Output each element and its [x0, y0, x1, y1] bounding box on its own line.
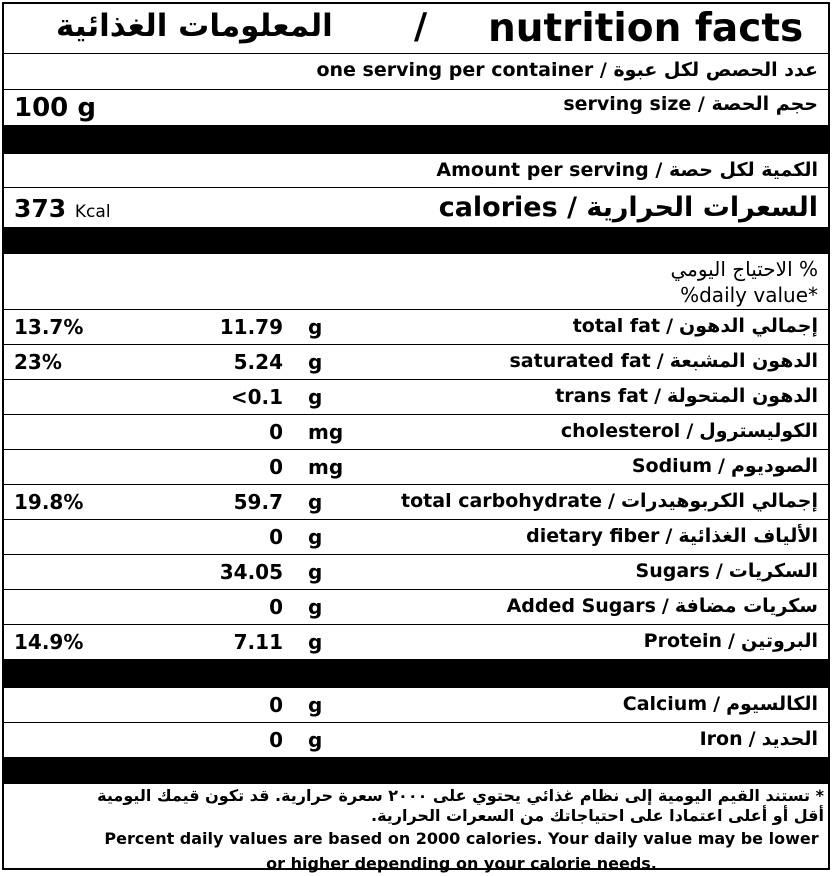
serving-size-english: serving size: [563, 93, 692, 115]
nutrient-amount: 7.11: [233, 630, 283, 654]
nutrient-name-english: total carbohydrate: [401, 490, 602, 512]
title-slash: /: [414, 6, 428, 47]
divider-bar: [4, 126, 828, 154]
nutrient-name-arabic: الكوليسترول: [699, 420, 818, 442]
servings-row: [4, 54, 828, 90]
nutrient-row: [4, 380, 828, 415]
nutrient-name-sep: /: [713, 693, 721, 715]
nutrient-name: [561, 420, 818, 442]
nutrient-name-arabic: الحديد: [761, 728, 818, 750]
nutrient-name: [509, 350, 818, 372]
nutrient-name: [526, 525, 818, 547]
nutrient-row: [4, 555, 828, 590]
nutrient-name-english: Added Sugars: [506, 595, 656, 617]
footnote: [4, 784, 828, 873]
nutrient-amount: 0: [269, 693, 283, 717]
nutrient-amount: 11.79: [219, 315, 283, 339]
nutrient-unit: g: [308, 315, 323, 339]
divider-bar: [4, 758, 828, 784]
nutrient-name: [401, 490, 818, 512]
nutrient-name-english: Protein: [643, 630, 723, 652]
nutrient-row: [4, 485, 828, 520]
divider-bar: [4, 228, 828, 254]
nutrient-name-english: cholesterol: [560, 420, 681, 442]
nutrient-unit: g: [308, 693, 323, 717]
nutrient-row: [4, 590, 828, 625]
title-english: nutrition facts: [488, 6, 804, 51]
daily-value-percent: 19.8%: [14, 490, 84, 514]
amount-per-serving-english: Amount per serving: [436, 159, 649, 181]
nutrient-name-english: Sugars: [635, 560, 710, 582]
nutrient-row: [4, 625, 828, 660]
servings-sep: /: [593, 59, 607, 81]
nutrient-unit: g: [308, 595, 323, 619]
nutrient-name: [636, 560, 818, 582]
nutrient-name-english: trans fat: [555, 385, 649, 407]
calories-unit: Kcal: [74, 202, 111, 222]
nutrient-unit: g: [308, 490, 323, 514]
calories-label: [439, 192, 818, 223]
nutrient-unit: g: [308, 385, 323, 409]
nutrient-unit: g: [308, 560, 323, 584]
nutrient-name-arabic: إجمالي الدهون: [679, 315, 818, 337]
nutrient-name-arabic: السكريات: [728, 560, 818, 582]
daily-value-header-row: [4, 254, 828, 310]
amount-per-serving-row: [4, 154, 828, 188]
nutrient-amount: 34.05: [219, 560, 283, 584]
amount-per-serving-sep: /: [648, 159, 663, 181]
nutrient-amount: 59.7: [233, 490, 283, 514]
nutrient-name-arabic: الدهون المشبعة: [669, 350, 818, 372]
nutrient-row: [4, 520, 828, 555]
nutrient-name: [573, 315, 818, 337]
calories-sep: /: [557, 192, 577, 223]
nutrition-label: [2, 2, 830, 873]
daily-value-percent: 14.9%: [14, 630, 84, 654]
nutrient-name-sep: /: [656, 350, 664, 372]
nutrient-name-arabic: الكالسيوم: [726, 693, 818, 715]
nutrient-amount: 0: [269, 420, 283, 444]
amount-per-serving-label: [436, 159, 818, 181]
nutrient-name-sep: /: [686, 420, 694, 442]
servings-english: one serving per container: [316, 59, 594, 81]
servings-text: [316, 59, 818, 81]
nutrient-name-arabic: الصوديوم: [730, 455, 818, 477]
nutrient-name-sep: /: [728, 630, 735, 652]
nutrient-name-sep: /: [607, 490, 615, 512]
nutrient-name-arabic: سكريات مضافة: [674, 595, 818, 617]
nutrient-unit: g: [308, 350, 323, 374]
nutrient-amount: 0: [269, 525, 283, 549]
nutrient-name: [555, 385, 818, 407]
nutrient-name-english: saturated fat: [509, 350, 651, 372]
calories-row: [4, 188, 828, 228]
nutrient-name: [700, 728, 818, 750]
calories-english: calories: [438, 192, 558, 223]
serving-size-label: [563, 93, 818, 115]
nutrient-unit: g: [308, 630, 323, 654]
nutrient-unit: g: [308, 728, 323, 752]
nutrient-name-sep: /: [661, 595, 669, 617]
nutrient-name-sep: /: [715, 560, 723, 582]
divider-bar: [4, 660, 828, 688]
nutrient-unit: mg: [308, 420, 344, 444]
nutrient-unit: g: [308, 525, 323, 549]
nutrient-amount: 0: [269, 728, 283, 752]
nutrient-name-sep: /: [748, 728, 756, 750]
calories-value-group: [14, 194, 111, 223]
nutrient-row: [4, 688, 828, 723]
servings-arabic: عدد الحصص لكل عبوة: [613, 59, 818, 81]
footnote-english: Percent daily values are based on 2000 calories. Your daily value may be lower or higher depending on your calorie needs.: [104, 829, 819, 873]
nutrient-name-sep: /: [718, 455, 725, 477]
nutrient-name: [632, 455, 818, 477]
nutrient-name: [644, 630, 818, 652]
nutrient-row: [4, 345, 828, 380]
footnote-arabic: * تستند القيم اليومية إلى نظام غذائي يحتوي على ٢٠٠٠ سعرة حرارية. قد تكون قيمك اليومية أقل أو أعلى اعتمادا على احتياجاتك من السعرات الحرارية.: [97, 786, 824, 825]
nutrient-name: [623, 693, 818, 715]
title-row: [4, 4, 828, 54]
calories-arabic: السعرات الحرارية: [586, 192, 818, 223]
nutrient-name-english: Calcium: [622, 693, 708, 715]
nutrient-row: [4, 415, 828, 450]
nutrient-name-arabic: الألياف الغذائية: [678, 525, 818, 547]
nutrient-name-sep: /: [666, 315, 674, 337]
nutrient-name: [507, 595, 818, 617]
nutrient-name-english: Sodium: [631, 455, 713, 477]
nutrient-unit: mg: [308, 455, 344, 479]
nutrient-name-english: dietary fiber: [526, 525, 660, 547]
nutrient-name-arabic: البروتين: [740, 630, 818, 652]
serving-size-value: 100 g: [14, 93, 96, 123]
nutrient-row: [4, 310, 828, 345]
serving-size-row: [4, 90, 828, 126]
nutrient-row: [4, 450, 828, 485]
nutrient-name-sep: /: [665, 525, 673, 547]
nutrient-name-arabic: إجمالي الكربوهيدرات: [620, 490, 818, 512]
calories-value: 373: [14, 194, 67, 223]
nutrient-name-english: Iron: [699, 728, 743, 750]
daily-value-percent: 13.7%: [14, 315, 84, 339]
amount-per-serving-arabic: الكمية لكل حصة: [668, 159, 818, 181]
nutrient-name-sep: /: [654, 385, 662, 407]
daily-value-percent: 23%: [14, 350, 62, 374]
serving-size-arabic: حجم الحصة: [711, 93, 818, 115]
nutrient-name-english: total fat: [572, 315, 661, 337]
title-arabic: المعلومات الغذائية: [56, 8, 333, 44]
nutrient-amount: <0.1: [230, 385, 283, 409]
nutrient-amount: 0: [269, 595, 283, 619]
nutrient-amount: 5.24: [233, 350, 283, 374]
serving-size-sep: /: [691, 93, 705, 115]
nutrient-row: [4, 723, 828, 758]
nutrient-name-arabic: الدهون المتحولة: [667, 385, 818, 407]
daily-value-arabic: % الاحتياج اليومي: [670, 257, 818, 281]
daily-value-english: %daily value*: [680, 283, 818, 307]
nutrient-amount: 0: [269, 455, 283, 479]
